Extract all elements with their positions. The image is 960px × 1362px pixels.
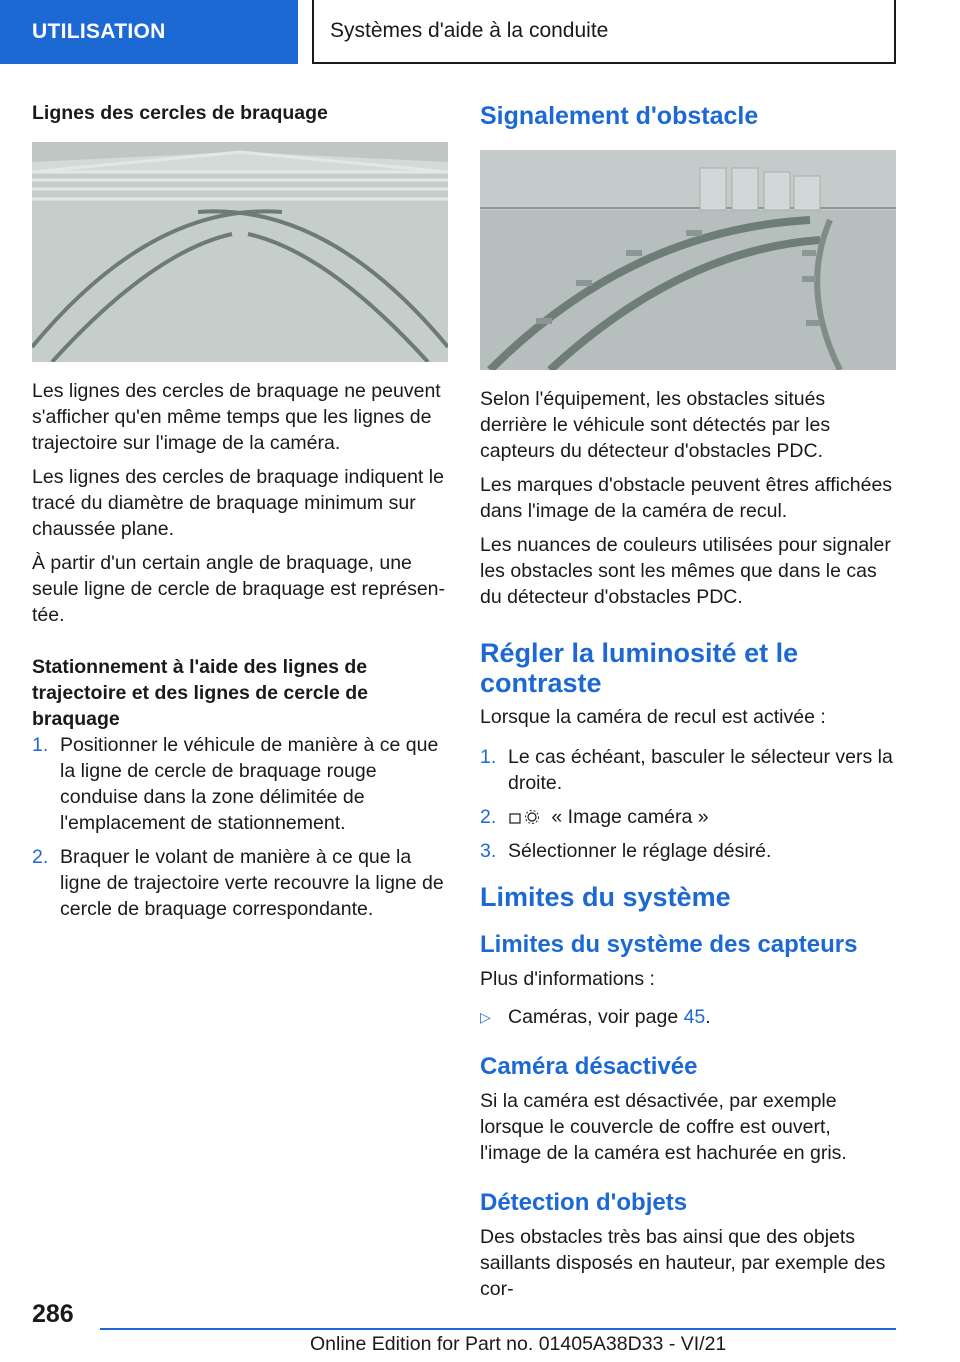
step-text: Positionner le véhicule de manière à ce que la ligne de cercle de braquage rouge conduise dans la zone délimitée de l'emplacement de stationnement. <box>60 734 439 834</box>
detection-heading: Détection d'objets <box>480 1189 688 1216</box>
paragraph: Les lignes des cercles de braquage indiquent le tracé du diamètre de braquage minimum sur chaussée plane. <box>32 466 444 540</box>
reference-list <box>480 1004 896 1030</box>
more-info-label: Plus d'informations : <box>480 968 655 990</box>
page-number: 286 <box>32 1300 74 1328</box>
list-item <box>480 804 896 830</box>
system-limits-heading: Limites du système <box>480 882 731 912</box>
step-number: 3. <box>480 840 497 862</box>
camera-settings-icon <box>508 808 546 828</box>
turning-circle-heading: Lignes des cercles de braquage <box>32 102 328 124</box>
list-item <box>480 838 896 864</box>
list-item <box>32 732 448 836</box>
step-text: Le cas échéant, basculer le sélecteur vers la droite. <box>508 746 893 794</box>
brightness-steps <box>480 744 896 864</box>
step-number: 1. <box>480 746 497 768</box>
step-text: Braquer le volant de manière à ce que la ligne de trajectoire verte recouvre la ligne de cercle de braquage correspondante. <box>60 846 444 920</box>
list-item <box>480 744 896 796</box>
step-number: 2. <box>480 806 497 828</box>
footer-divider <box>100 1328 896 1330</box>
edition-label: Online Edition for Part no. 01405A38D33 - VI/21 <box>310 1333 727 1355</box>
section-label: UTILISATION <box>32 20 166 43</box>
list-item <box>32 844 448 922</box>
parking-heading: Stationnement à l'aide des lignes de trajectoire et des lignes de cercle de braquage <box>32 656 368 730</box>
page-link[interactable]: 45 <box>683 1006 706 1028</box>
step-text: Sélectionner le réglage désiré. <box>508 840 772 862</box>
triangle-bullet-icon: ▷ <box>480 1009 491 1025</box>
step-number: 2. <box>32 846 49 868</box>
paragraph: Des obstacles très bas ainsi que des objets saillants disposés en hauteur, par exemple des cor- <box>480 1226 886 1300</box>
obstacle-heading: Signalement d'obstacle <box>480 102 759 130</box>
paragraph: Les marques d'obstacle peuvent êtres affichées dans l'image de la caméra de recul. <box>480 474 893 522</box>
paragraph: Selon l'équipement, les obstacles situés derrière le véhicule sont détectés par les capteurs du détecteur d'obstacles PDC. <box>480 388 831 462</box>
chapter-title-text: Systèmes d'aide à la conduite <box>330 19 609 42</box>
parking-steps <box>32 732 448 922</box>
bullet-suffix: . <box>705 1006 711 1028</box>
section-tab <box>0 0 298 64</box>
brightness-intro: Lorsque la caméra de recul est activée : <box>480 706 826 728</box>
brightness-heading: Régler la luminosité et le contraste <box>480 638 799 698</box>
step-number: 1. <box>32 734 49 756</box>
obstacle-marking-illustration <box>480 150 896 370</box>
paragraph: Les lignes des cercles de braquage ne peuvent s'afficher qu'en même temps que les lignes de trajectoire sur l'image de la caméra. <box>32 380 441 454</box>
chapter-title <box>312 0 896 64</box>
paragraph: Si la caméra est désactivée, par exemple lorsque le couvercle de coffre est ouvert, l'image de la caméra est hachurée en gris. <box>480 1090 847 1164</box>
paragraph: À partir d'un certain angle de braquage, une seule ligne de cercle de braquage est représentée. <box>32 552 446 626</box>
paragraph: Les nuances de couleurs utilisées pour signaler les obstacles sont les mêmes que dans le cas du détecteur d'obstacles PDC. <box>480 534 891 608</box>
turning-circle-illustration <box>32 142 448 362</box>
left-column <box>32 100 448 930</box>
step-text: « Image caméra » <box>551 806 709 828</box>
camera-off-heading: Caméra désactivée <box>480 1053 698 1080</box>
bullet-text: Caméras, voir page <box>508 1006 684 1028</box>
sensor-limits-heading: Limites du système des capteurs <box>480 931 858 958</box>
list-item <box>480 1004 896 1030</box>
right-column <box>480 100 896 1310</box>
